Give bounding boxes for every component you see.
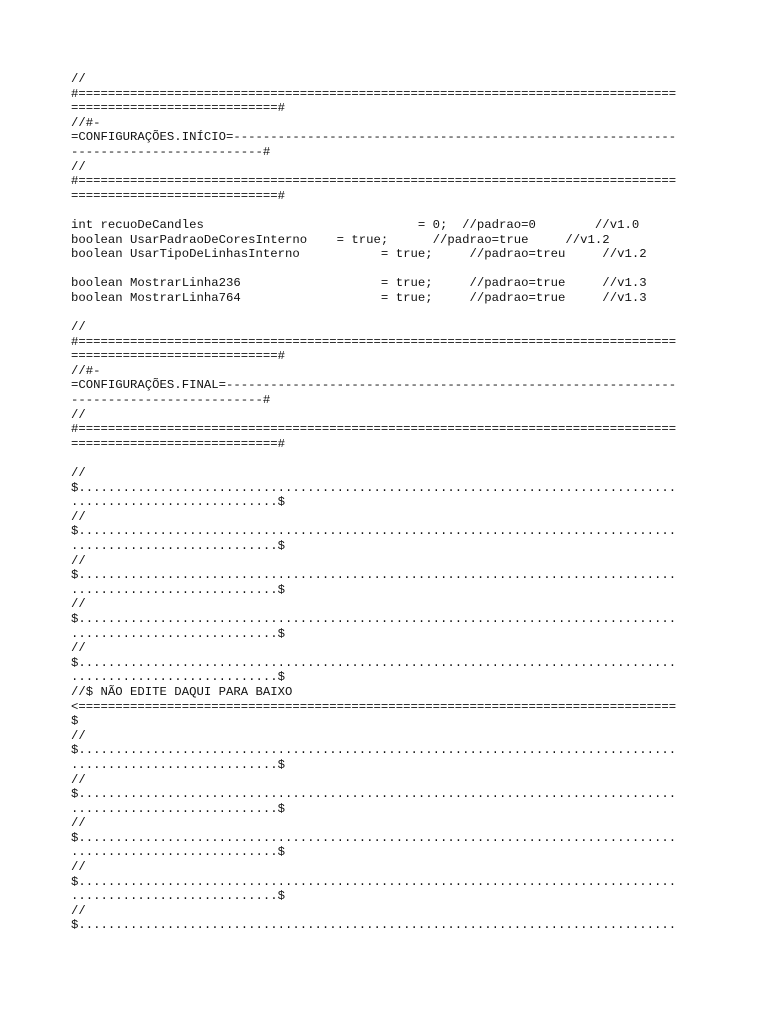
code-line: ............................$ <box>71 495 286 510</box>
code-line: ............................$ <box>71 889 286 904</box>
code-line: ............................$ <box>71 539 286 553</box>
code-line: $................................................................................. <box>71 830 677 845</box>
code-line: $................................................................................. <box>71 655 677 670</box>
code-line: ............................$ <box>71 670 286 685</box>
code-line: boolean UsarTipoDeLinhasInterno = true; //padrao=treu //v1.2 <box>71 247 647 262</box>
code-line: #================================================================================= <box>71 86 677 101</box>
code-line: #================================================================================= <box>71 174 677 189</box>
code-line: // <box>71 903 86 918</box>
code-line: ............................$ <box>71 757 286 772</box>
code-line: //$ NÃO EDITE DAQUI PARA BAIXO <box>71 684 293 699</box>
code-line: // <box>71 407 86 422</box>
code-line <box>71 451 701 466</box>
code-line: // <box>71 728 86 743</box>
code-line: $................................................................................. <box>71 874 677 889</box>
code-line: $................................................................................. <box>71 524 677 539</box>
code-line: ............................$ <box>71 801 286 816</box>
code-line: // <box>71 553 86 568</box>
code-line: #================================================================================= <box>71 334 677 349</box>
code-line: $................................................................................. <box>71 787 677 802</box>
code-line: --------------------------# <box>71 144 271 159</box>
code-line: ============================# <box>71 101 286 116</box>
code-line: ............................$ <box>71 626 286 641</box>
code-line: boolean MostrarLinha236 = true; //padrao=true //v1.3 <box>71 276 647 291</box>
code-line: //#- <box>71 115 101 130</box>
code-line: int recuoDeCandles = 0; //padrao=0 //v1.0 <box>71 217 640 232</box>
code-line: #================================================================================= <box>71 422 677 437</box>
code-line: =CONFIGURAÇÕES.INÍCIO=------------------------------------------------------------ <box>71 130 677 145</box>
code-line: $................................................................................. <box>71 480 677 495</box>
code-line: =CONFIGURAÇÕES.FINAL=------------------------------------------------------------- <box>71 378 677 393</box>
code-line: // <box>71 641 86 656</box>
code-line <box>71 203 701 218</box>
code-line: <================================================================================= <box>71 699 677 714</box>
code-line: // <box>71 816 86 831</box>
code-line: // <box>71 860 86 875</box>
code-line: // <box>71 159 86 174</box>
code-line: $................................................................................. <box>71 918 677 933</box>
code-line: $................................................................................. <box>71 611 677 626</box>
code-line: ============================# <box>71 188 286 203</box>
code-line: // <box>71 597 86 612</box>
code-line: // <box>71 320 86 335</box>
code-line: $................................................................................. <box>71 743 677 758</box>
code-line: $ <box>71 714 79 729</box>
code-line: // <box>71 466 86 481</box>
code-line <box>71 306 701 321</box>
code-line: ............................$ <box>71 845 286 860</box>
code-line: --------------------------# <box>71 393 271 408</box>
code-line: // <box>71 72 86 86</box>
code-line: // <box>71 772 86 787</box>
code-line: //#- <box>71 363 101 378</box>
code-line: ============================# <box>71 349 286 364</box>
code-line: boolean UsarPadraoDeCoresInterno = true; //padrao=true //v1.2 <box>71 232 610 247</box>
code-line: ............................$ <box>71 582 286 597</box>
code-document <box>71 72 701 933</box>
code-line <box>71 262 701 277</box>
code-line: boolean MostrarLinha764 = true; //padrao=true //v1.3 <box>71 290 647 305</box>
code-line: $................................................................................. <box>71 568 677 583</box>
code-line: // <box>71 509 86 524</box>
code-line: ============================# <box>71 436 286 451</box>
